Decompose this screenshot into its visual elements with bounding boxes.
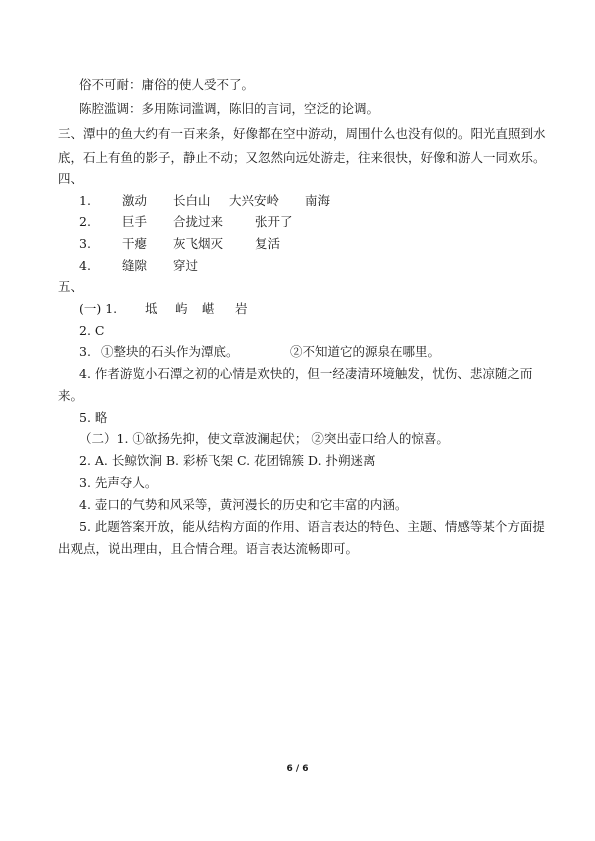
- answer-word: 干瘪: [122, 236, 148, 251]
- item-number: 3.: [79, 344, 91, 359]
- answer-line: [79, 236, 280, 252]
- answer-word: 缝隙: [122, 258, 148, 273]
- answer-line: 5. 此题答案开放，能从结构方面的作用、语言表达的特色、主题、情感等某个方面提: [79, 519, 545, 534]
- answer-line: [79, 193, 330, 209]
- answer-line: [79, 214, 293, 230]
- item-number: 4.: [79, 258, 91, 273]
- answer-word: 坻: [145, 301, 158, 316]
- answer-line: 5. 略: [79, 410, 108, 425]
- answer-word: 张开了: [255, 214, 293, 229]
- answer-word: 大兴安岭: [229, 193, 280, 208]
- answer-text: ②不知道它的源泉在哪里。: [290, 344, 441, 359]
- answer-word: 合拢过来: [173, 214, 224, 229]
- section-heading: 五、: [58, 279, 84, 294]
- answer-line: 底，石上有鱼的影子，静止不动；又忽然向远处游走，往来很快，好像和游人一同欢乐。: [58, 150, 546, 165]
- answer-line: 三、潭中的鱼大约有一百来条，好像都在空中游动，周围什么也没有似的。阳光直照到水: [58, 126, 546, 141]
- answer-word: 屿: [175, 301, 188, 316]
- page-number: 6 / 6: [286, 764, 309, 774]
- answer-text: ①整块的石头作为潭底。: [101, 344, 239, 359]
- answer-line: 陈腔滥调：多用陈词滥调，陈旧的言词，空泛的论调。: [79, 101, 380, 116]
- answer-word: 巨手: [122, 214, 148, 229]
- answer-word: 灰飞烟灭: [173, 236, 224, 251]
- answer-word: 穿过: [173, 258, 199, 273]
- answer-word: 激动: [122, 193, 148, 208]
- answer-line: 4. 作者游览小石潭之初的心情是欢快的，但一经凄清环境触发，忧伤、悲凉随之而: [79, 366, 533, 381]
- section-heading: 四、: [58, 171, 84, 186]
- answer-line: 来。: [58, 388, 84, 403]
- answer-word: 岩: [235, 301, 248, 316]
- item-number: 1.: [79, 193, 91, 208]
- answer-word: 复活: [255, 236, 281, 251]
- answer-line: 2. A. 长鲸饮涧 B. 彩桥飞架 C. 花团锦簇 D. 扑朔迷离: [79, 453, 376, 468]
- answer-word: 南海: [305, 193, 331, 208]
- answer-line: 2. C: [79, 323, 105, 338]
- answer-line: [79, 258, 198, 274]
- item-number: (一) 1.: [79, 301, 118, 316]
- answer-line: [79, 344, 440, 360]
- answer-line: [79, 301, 248, 317]
- item-number: 2.: [79, 214, 91, 229]
- answer-line: 出观点，说出理由，且合情合理。语言表达流畅即可。: [58, 541, 359, 556]
- answer-word: 长白山: [173, 193, 211, 208]
- answer-line: （二）1. ①欲扬先抑，使文章波澜起伏； ②突出壶口给人的惊喜。: [79, 431, 449, 446]
- answer-word: 嵁: [202, 301, 215, 316]
- item-number: 3.: [79, 236, 91, 251]
- answer-line: 4. 壶口的气势和风采等，黄河漫长的历史和它丰富的内涵。: [79, 497, 408, 512]
- answer-line: 3. 先声夺人。: [79, 475, 158, 490]
- answer-line: 俗不可耐：庸俗的使人受不了。: [79, 77, 255, 92]
